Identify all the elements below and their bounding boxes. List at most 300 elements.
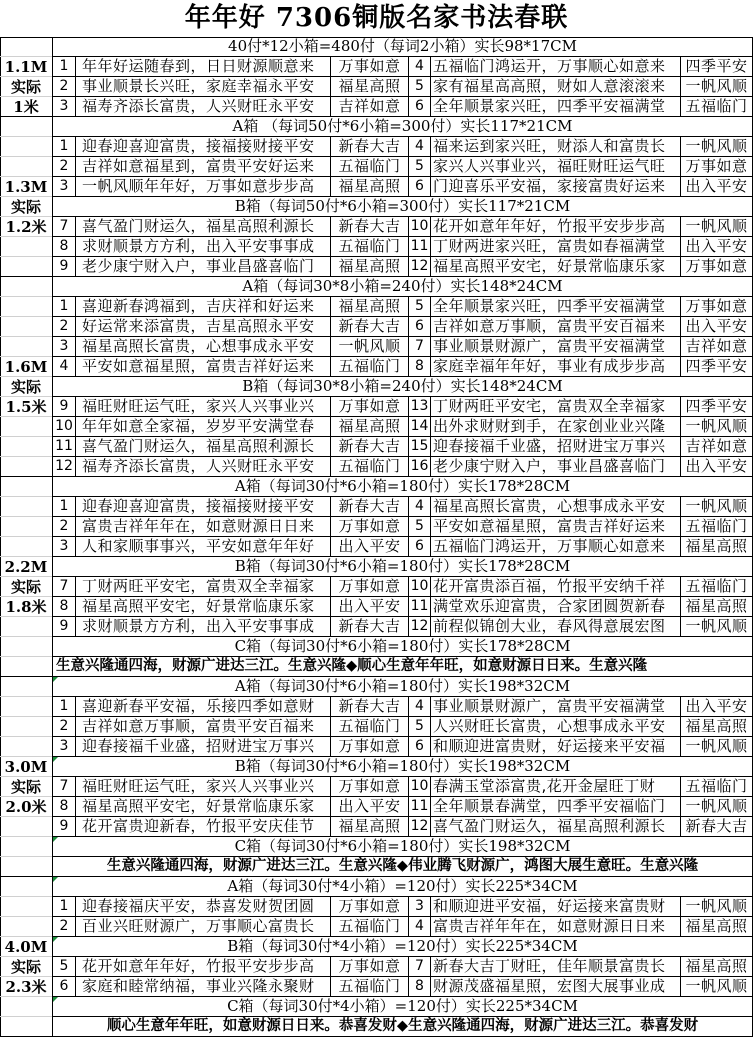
horizontal-scroll-right: 万事如意 [680, 257, 753, 277]
horizontal-scroll-left: 新春大吉 [330, 217, 408, 237]
size-label-empty [0, 677, 52, 697]
box-header-row [0, 377, 753, 397]
couplet-text-left: 富贵吉祥年年在，如意财源日日来 [75, 517, 330, 537]
couplet-text-right: 丁财两旺平安宅，富贵双全幸福家 [430, 397, 680, 417]
item-number-left: 12 [52, 457, 75, 477]
horizontal-scroll-left: 出入平安 [330, 597, 408, 617]
horizontal-scroll-right: 一帆风顺 [680, 977, 753, 997]
couplet-row [0, 897, 753, 917]
size-label-empty [0, 717, 52, 737]
horizontal-scroll-right: 一帆风顺 [680, 217, 753, 237]
horizontal-scroll-right: 福星高照 [680, 917, 753, 937]
item-number-left: 5 [52, 957, 75, 977]
item-number-left: 7 [52, 217, 75, 237]
item-number-right: 4 [408, 57, 430, 77]
item-number-right: 10 [408, 577, 430, 597]
couplet-text-right: 五福临门鸿运开，万事顺心如意来 [430, 57, 680, 77]
size-label-empty [0, 477, 52, 497]
c-box-text-row [0, 857, 753, 877]
item-number-left: 1 [52, 897, 75, 917]
horizontal-scroll-right: 一帆风顺 [680, 417, 753, 437]
couplet-text-left: 家庭和睦常纳福，事业兴隆永聚财 [75, 977, 330, 997]
horizontal-scroll-left: 五福临门 [330, 237, 408, 257]
couplet-text-left: 福寿齐添长富贵，人兴财旺永平安 [75, 457, 330, 477]
size-label: 1.8米 [0, 597, 52, 617]
item-number-left: 2 [52, 77, 75, 97]
couplet-row [0, 537, 753, 557]
horizontal-scroll-left: 一帆风顺 [330, 337, 408, 357]
size-label-empty [0, 497, 52, 517]
couplet-text-right: 五福临门鸿运开，万事顺心如意来 [430, 537, 680, 557]
item-number-left: 9 [52, 817, 75, 837]
item-number-left: 8 [52, 237, 75, 257]
item-number-right: 6 [408, 177, 430, 197]
couplet-text-right: 前程似锦创大业，春风得意展宏图 [430, 617, 680, 637]
couplet-row [0, 337, 753, 357]
item-number-left: 1 [52, 137, 75, 157]
couplet-row [0, 217, 753, 237]
item-number-left: 3 [52, 177, 75, 197]
size-label: 实际 [0, 577, 52, 597]
couplet-row [0, 977, 753, 997]
item-number-left: 7 [52, 777, 75, 797]
box-spec-header: B箱（每词30付*6小箱=180付）实长178*28CM [52, 557, 753, 577]
horizontal-scroll-left: 万事如意 [330, 517, 408, 537]
couplet-row [0, 617, 753, 637]
horizontal-scroll-left: 万事如意 [330, 737, 408, 757]
size-label: 4.0M [0, 937, 52, 957]
box-spec-header: 40付*12小箱=480付（每词2小箱）实长98*17CM [52, 37, 753, 57]
box-spec-header: A箱（每词30付*6小箱=180付）实长178*28CM [52, 477, 753, 497]
size-label: 1.3M [0, 177, 52, 197]
couplet-text-right: 全年顺景家兴旺，四季平安福满堂 [430, 297, 680, 317]
size-label-empty [0, 457, 52, 477]
horizontal-scroll-left: 五福临门 [330, 977, 408, 997]
couplet-text-left: 迎春接福千业盛，招财进宝万事兴 [75, 737, 330, 757]
horizontal-scroll-right: 万事如意 [680, 157, 753, 177]
size-label: 实际 [0, 377, 52, 397]
item-number-left: 4 [52, 357, 75, 377]
item-number-left: 8 [52, 797, 75, 817]
item-number-right: 4 [408, 697, 430, 717]
couplet-text-right: 老少康宁财入户，事业昌盛喜临门 [430, 457, 680, 477]
couplet-row [0, 97, 753, 117]
box-spec-header: A箱 （每词50付*6小箱=300付）实长117*21CM [52, 117, 753, 137]
size-label: 2.0米 [0, 797, 52, 817]
green-triangle-marker [53, 757, 58, 762]
item-number-right: 4 [408, 497, 430, 517]
item-number-left: 1 [52, 57, 75, 77]
box-header-row [0, 757, 753, 777]
couplet-text-right: 福来运到家兴旺，财添人和富贵长 [430, 137, 680, 157]
size-label: 实际 [0, 957, 52, 977]
size-label-empty [0, 837, 52, 857]
horizontal-scroll-left: 万事如意 [330, 577, 408, 597]
couplet-text-right: 家兴人兴事业兴，福旺财旺运气旺 [430, 157, 680, 177]
couplet-text-left: 求财顺景方方利，出入平安事事成 [75, 237, 330, 257]
couplet-row [0, 777, 753, 797]
box-header-row [0, 197, 753, 217]
item-number-left: 2 [52, 917, 75, 937]
couplet-text-left: 迎春迎喜迎富贵，接福接财接平安 [75, 497, 330, 517]
size-label-empty [0, 437, 52, 457]
item-number-right: 6 [408, 737, 430, 757]
box-header-row [0, 37, 753, 57]
box-spec-header: A箱（每词30*8小箱=240付）实长148*24CM [52, 277, 753, 297]
couplet-row [0, 157, 753, 177]
size-label: 实际 [0, 77, 52, 97]
size-label: 2.2M [0, 557, 52, 577]
horizontal-scroll-left: 福星高照 [330, 177, 408, 197]
horizontal-scroll-right: 五福临门 [680, 97, 753, 117]
couplet-text-left: 福旺财旺运气旺，家兴人兴事业兴 [75, 397, 330, 417]
item-number-left: 9 [52, 617, 75, 637]
item-number-right: 5 [408, 157, 430, 177]
c-box-couplet-text: 生意兴隆通四海，财源广进达三江。生意兴隆◆伟业腾飞财源广，鸿图大展生意旺。生意兴隆 [52, 857, 753, 877]
horizontal-scroll-right: 五福临门 [680, 517, 753, 537]
item-number-right: 13 [408, 397, 430, 417]
couplet-row [0, 957, 753, 977]
size-label-empty [0, 417, 52, 437]
couplet-text-right: 事业顺景财源广，富贵平安福满堂 [430, 337, 680, 357]
horizontal-scroll-right: 一帆风顺 [680, 737, 753, 757]
horizontal-scroll-left: 万事如意 [330, 57, 408, 77]
couplet-text-left: 福旺财旺运气旺，家兴人兴事业兴 [75, 777, 330, 797]
item-number-right: 10 [408, 777, 430, 797]
size-label-empty [0, 857, 52, 877]
couplet-row [0, 437, 753, 457]
horizontal-scroll-left: 福星高照 [330, 257, 408, 277]
couplet-row [0, 797, 753, 817]
couplet-text-left: 花开富贵迎新春，竹报平安庆佳节 [75, 817, 330, 837]
size-label-empty [0, 297, 52, 317]
green-triangle-marker [53, 877, 58, 882]
horizontal-scroll-left: 五福临门 [330, 457, 408, 477]
item-number-left: 2 [52, 317, 75, 337]
item-number-right: 11 [408, 597, 430, 617]
c-box-couplet-text: 生意兴隆通四海，财源广进达三江。生意兴隆◆顺心生意年年旺，如意财源日日来。生意兴隆 [52, 657, 753, 677]
box-header-row [0, 997, 753, 1017]
horizontal-scroll-right: 吉祥如意 [680, 337, 753, 357]
couplet-text-left: 喜气盈门财运久，福星高照利源长 [75, 217, 330, 237]
couplet-text-right: 新春大吉丁财旺，佳年顺景富贵长 [430, 957, 680, 977]
box-header-row [0, 117, 753, 137]
horizontal-scroll-right: 出入平安 [680, 317, 753, 337]
couplet-text-left: 年年好运随春到，日日财源顺意来 [75, 57, 330, 77]
size-label-empty [0, 897, 52, 917]
item-number-left: 3 [52, 737, 75, 757]
item-number-left: 3 [52, 537, 75, 557]
horizontal-scroll-right: 福星高照 [680, 717, 753, 737]
size-label-empty [0, 337, 52, 357]
couplet-text-left: 吉祥如意万事顺，富贵平安百福来 [75, 717, 330, 737]
couplet-text-right: 花开富贵添百福，竹报平安纳千祥 [430, 577, 680, 597]
horizontal-scroll-left: 五福临门 [330, 717, 408, 737]
item-number-right: 8 [408, 977, 430, 997]
couplet-text-left: 老少康宁财入户，事业昌盛喜临门 [75, 257, 330, 277]
size-label-empty [0, 277, 52, 297]
couplet-row [0, 297, 753, 317]
box-spec-header: B箱（每词30付*4小箱）=120付）实长225*34CM [52, 937, 753, 957]
size-label: 1.2米 [0, 217, 52, 237]
size-label-empty [0, 237, 52, 257]
size-label-empty [0, 737, 52, 757]
couplet-row [0, 317, 753, 337]
couplet-row [0, 417, 753, 437]
couplet-text-left: 好运常来添富贵，吉星高照永平安 [75, 317, 330, 337]
horizontal-scroll-left: 五福临门 [330, 357, 408, 377]
size-label-empty [0, 817, 52, 837]
item-number-right: 14 [408, 417, 430, 437]
couplet-row [0, 817, 753, 837]
couplet-row [0, 137, 753, 157]
couplet-text-left: 喜气盈门财运久，福星高照利源长 [75, 437, 330, 457]
item-number-right: 6 [408, 317, 430, 337]
size-label: 1.1M [0, 57, 52, 77]
box-spec-header: C箱（每词30付*4小箱）=120付）实长225*34CM [52, 997, 753, 1017]
size-label-empty [0, 877, 52, 897]
couplet-text-right: 家庭幸福年年好，事业有成步步高 [430, 357, 680, 377]
couplet-text-left: 丁财两旺平安宅，富贵双全幸福家 [75, 577, 330, 597]
box-spec-header: B箱（每词30*8小箱=240付）实长148*24CM [52, 377, 753, 397]
couplet-text-right: 福星高照平安宅，好景常临康乐家 [430, 257, 680, 277]
horizontal-scroll-right: 万事如意 [680, 297, 753, 317]
c-box-couplet-text: 顺心生意年年旺，如意财源日日来。恭喜发财◆生意兴隆通四海，财源广进达三江。恭喜发财 [52, 1017, 753, 1037]
couplet-row [0, 397, 753, 417]
horizontal-scroll-right: 出入平安 [680, 457, 753, 477]
horizontal-scroll-left: 万事如意 [330, 777, 408, 797]
couplet-text-right: 吉祥如意万事顺，富贵平安百福来 [430, 317, 680, 337]
couplet-text-right: 迎春接福千业盛，招财进宝万事兴 [430, 437, 680, 457]
size-label-empty [0, 657, 52, 677]
item-number-left: 2 [52, 157, 75, 177]
horizontal-scroll-left: 新春大吉 [330, 617, 408, 637]
couplet-text-left: 平安如意福星照，富贵吉祥好运来 [75, 357, 330, 377]
horizontal-scroll-left: 福星高照 [330, 817, 408, 837]
box-header-row [0, 937, 753, 957]
box-header-row [0, 477, 753, 497]
horizontal-scroll-left: 万事如意 [330, 897, 408, 917]
horizontal-scroll-right: 吉祥如意 [680, 437, 753, 457]
size-label-empty [0, 637, 52, 657]
item-number-left: 3 [52, 97, 75, 117]
couplet-text-left: 吉祥如意福星到，富贵平安好运来 [75, 157, 330, 177]
horizontal-scroll-left: 福星高照 [330, 417, 408, 437]
green-triangle-marker [53, 937, 58, 942]
couplet-text-left: 福星高照长富贵，心想事成永平安 [75, 337, 330, 357]
size-label-empty [0, 157, 52, 177]
size-label-empty [0, 617, 52, 637]
couplet-text-right: 和顺迎进平安福，好运接来富贵财 [430, 897, 680, 917]
box-header-row [0, 837, 753, 857]
size-label: 1米 [0, 97, 52, 117]
size-label-empty [0, 317, 52, 337]
horizontal-scroll-right: 五福临门 [680, 577, 753, 597]
horizontal-scroll-right: 四季平安 [680, 397, 753, 417]
box-header-row [0, 677, 753, 697]
size-label-empty [0, 697, 52, 717]
item-number-right: 11 [408, 797, 430, 817]
size-label: 1.5米 [0, 397, 52, 417]
horizontal-scroll-right: 一帆风顺 [680, 617, 753, 637]
couplet-text-right: 门迎喜乐平安福，家接富贵好运来 [430, 177, 680, 197]
horizontal-scroll-right: 福星高照 [680, 597, 753, 617]
item-number-right: 10 [408, 217, 430, 237]
item-number-right: 7 [408, 337, 430, 357]
horizontal-scroll-left: 新春大吉 [330, 697, 408, 717]
item-number-left: 8 [52, 597, 75, 617]
horizontal-scroll-right: 五福临门 [680, 777, 753, 797]
couplet-text-right: 全年顺景家兴旺，四季平安福满堂 [430, 97, 680, 117]
horizontal-scroll-right: 一帆风顺 [680, 497, 753, 517]
couplet-row [0, 737, 753, 757]
couplet-text-left: 求财顺景方方利，出入平安事事成 [75, 617, 330, 637]
item-number-left: 1 [52, 297, 75, 317]
green-triangle-marker [53, 837, 58, 842]
item-number-left: 2 [52, 717, 75, 737]
horizontal-scroll-left: 万事如意 [330, 397, 408, 417]
couplet-text-left: 事业顺景长兴旺，家庭幸福永平安 [75, 77, 330, 97]
couplet-text-right: 财源茂盛福星照，宏图大展事业成 [430, 977, 680, 997]
horizontal-scroll-right: 一帆风顺 [680, 77, 753, 97]
box-header-row [0, 557, 753, 577]
horizontal-scroll-left: 出入平安 [330, 797, 408, 817]
horizontal-scroll-right: 一帆风顺 [680, 137, 753, 157]
couplet-text-right: 和顺迎进富贵财，好运接来平安福 [430, 737, 680, 757]
horizontal-scroll-left: 出入平安 [330, 537, 408, 557]
couplet-text-left: 迎春接福庆平安，恭喜发财贺团圆 [75, 897, 330, 917]
horizontal-scroll-left: 新春大吉 [330, 137, 408, 157]
item-number-right: 6 [408, 97, 430, 117]
c-box-text-row [0, 657, 753, 677]
horizontal-scroll-right: 出入平安 [680, 697, 753, 717]
couplet-text-right: 家有福星高高照，财如人意滚滚来 [430, 77, 680, 97]
item-number-right: 5 [408, 717, 430, 737]
item-number-right: 12 [408, 617, 430, 637]
size-label: 实际 [0, 197, 52, 217]
box-header-row [0, 877, 753, 897]
size-label-empty [0, 997, 52, 1017]
couplet-row [0, 697, 753, 717]
couplet-text-right: 人兴财旺长富贵，心想事成永平安 [430, 717, 680, 737]
couplet-text-left: 喜迎新春平安福，乐接四季如意财 [75, 697, 330, 717]
size-label-empty [0, 117, 52, 137]
couplet-text-left: 福寿齐添长富贵，人兴财旺永平安 [75, 97, 330, 117]
item-number-right: 8 [408, 357, 430, 377]
couplet-text-left: 一帆风顺年年好，万事如意步步高 [75, 177, 330, 197]
box-spec-header: C箱（每词30付*6小箱=180付）实长198*32CM [52, 837, 753, 857]
green-triangle-marker [53, 997, 58, 1002]
couplet-text-left: 福星高照平安宅，好景常临康乐家 [75, 797, 330, 817]
item-number-right: 4 [408, 917, 430, 937]
horizontal-scroll-right: 福星高照 [680, 537, 753, 557]
item-number-right: 12 [408, 817, 430, 837]
size-label: 实际 [0, 777, 52, 797]
item-number-right: 5 [408, 517, 430, 537]
item-number-right: 6 [408, 537, 430, 557]
item-number-right: 15 [408, 437, 430, 457]
size-label-empty [0, 137, 52, 157]
item-number-left: 10 [52, 417, 75, 437]
item-number-left: 6 [52, 977, 75, 997]
box-spec-header: A箱（每词30付*4小箱）=120付）实长225*34CM [52, 877, 753, 897]
item-number-left: 9 [52, 257, 75, 277]
horizontal-scroll-left: 万事如意 [330, 957, 408, 977]
item-number-right: 7 [408, 957, 430, 977]
item-number-left: 2 [52, 517, 75, 537]
couplet-row [0, 57, 753, 77]
horizontal-scroll-right: 一帆风顺 [680, 797, 753, 817]
couplet-text-left: 喜迎新春鸿福到，吉庆祥和好运来 [75, 297, 330, 317]
horizontal-scroll-left: 福星高照 [330, 77, 408, 97]
couplet-row [0, 597, 753, 617]
item-number-left: 1 [52, 697, 75, 717]
couplet-row [0, 77, 753, 97]
size-label: 3.0M [0, 757, 52, 777]
size-label: 2.3米 [0, 977, 52, 997]
size-label-empty [0, 917, 52, 937]
item-number-right: 4 [408, 137, 430, 157]
couplet-row [0, 917, 753, 937]
couplet-text-right: 福星高照长富贵，心想事成永平安 [430, 497, 680, 517]
item-number-right: 5 [408, 77, 430, 97]
box-spec-header: A箱（每词30付*6小箱=180付）实长198*32CM [52, 677, 753, 697]
couplet-text-right: 花开如意年年好，竹报平安步步高 [430, 217, 680, 237]
horizontal-scroll-left: 新春大吉 [330, 317, 408, 337]
page-title: 年年好 7306铜版名家书法春联 [184, 3, 569, 33]
couplet-row [0, 177, 753, 197]
item-number-right: 11 [408, 237, 430, 257]
horizontal-scroll-left: 新春大吉 [330, 497, 408, 517]
couplet-text-right: 全年顺景春满堂，四季平安福临门 [430, 797, 680, 817]
item-number-left: 3 [52, 337, 75, 357]
box-spec-header: B箱（每词30付*6小箱=180付）实长198*32CM [52, 757, 753, 777]
box-header-row [0, 277, 753, 297]
horizontal-scroll-left: 福星高照 [330, 297, 408, 317]
couplet-text-left: 百业兴旺财源广，万事顺心富贵长 [75, 917, 330, 937]
c-box-text-row [0, 1017, 753, 1037]
size-label-empty [0, 517, 52, 537]
size-label: 1.6M [0, 357, 52, 377]
item-number-left: 11 [52, 437, 75, 457]
size-label-empty [0, 257, 52, 277]
item-number-right: 5 [408, 297, 430, 317]
item-number-right: 3 [408, 897, 430, 917]
item-number-left: 1 [52, 497, 75, 517]
couplet-text-left: 花开如意年年好，竹报平安步步高 [75, 957, 330, 977]
horizontal-scroll-left: 吉祥如意 [330, 97, 408, 117]
horizontal-scroll-right: 福星高照 [680, 957, 753, 977]
size-label-empty [0, 1017, 52, 1037]
couplet-row [0, 237, 753, 257]
horizontal-scroll-left: 五福临门 [330, 157, 408, 177]
couplet-text-right: 平安如意福星照，富贵吉祥好运来 [430, 517, 680, 537]
couplet-row [0, 577, 753, 597]
couplet-text-right: 出外求财财到手，在家创业业兴隆 [430, 417, 680, 437]
couplet-text-right: 满堂欢乐迎富贵，合家团圆贺新春 [430, 597, 680, 617]
item-number-right: 12 [408, 257, 430, 277]
couplet-text-left: 迎春迎喜迎富贵，接福接财接平安 [75, 137, 330, 157]
couplet-text-left: 人和家顺事事兴，平安如意年年好 [75, 537, 330, 557]
horizontal-scroll-right: 一帆风顺 [680, 897, 753, 917]
couplet-row [0, 717, 753, 737]
couplet-row [0, 357, 753, 377]
box-spec-header: C箱（每词30付*6小箱=180付）实长178*28CM [52, 637, 753, 657]
item-number-left: 9 [52, 397, 75, 417]
horizontal-scroll-left: 五福临门 [330, 917, 408, 937]
couplet-text-right: 喜气盈门财运久，福星高照利源长 [430, 817, 680, 837]
size-label-empty [0, 37, 52, 57]
